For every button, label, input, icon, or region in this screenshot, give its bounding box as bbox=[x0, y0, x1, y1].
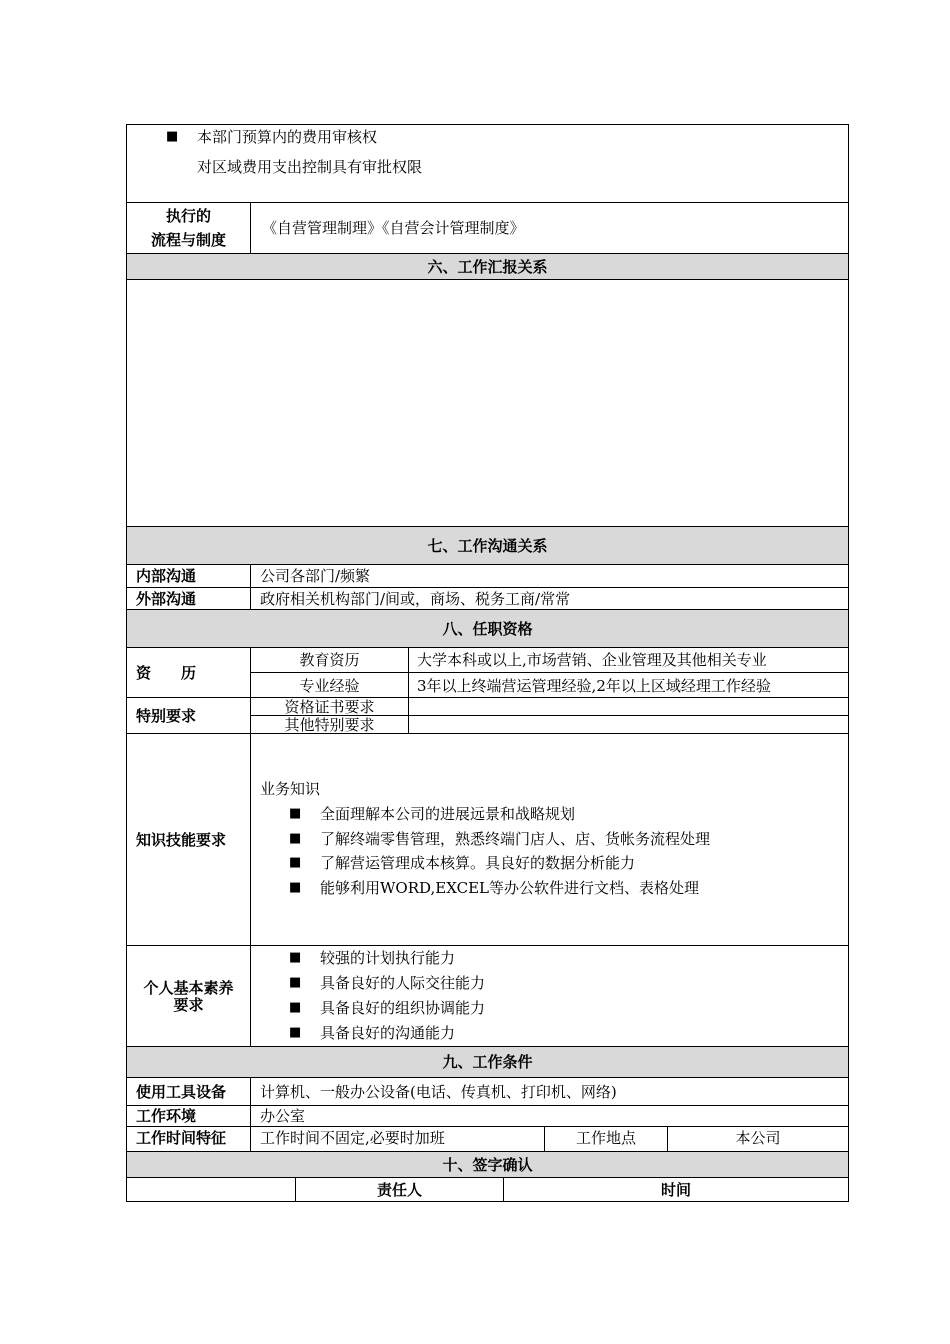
cert-label: 资格证书要求 bbox=[284, 698, 375, 716]
section-six-title: 六、工作汇报关系 bbox=[427, 258, 548, 276]
process-label-line1: 执行的 bbox=[165, 207, 211, 225]
section-seven-title: 七、工作沟通关系 bbox=[427, 537, 548, 555]
knowledge-item: 了解营运管理成本核算。具良好的数据分析能力 bbox=[320, 854, 636, 872]
internal-comm-label: 内部沟通 bbox=[136, 567, 197, 585]
time-value: 工作时间不固定,必要时加班 bbox=[260, 1129, 445, 1147]
other-special-label: 其他特别要求 bbox=[284, 716, 375, 734]
tools-label: 使用工具设备 bbox=[136, 1083, 227, 1101]
time-header: 时间 bbox=[660, 1181, 691, 1199]
time-label: 工作时间特征 bbox=[136, 1129, 227, 1147]
responsible-header: 责任人 bbox=[376, 1181, 422, 1199]
edu-value: 大学本科或以上,市场营销、企业管理及其他相关专业 bbox=[417, 651, 767, 669]
edu-label: 教育资历 bbox=[299, 651, 360, 669]
personal-item: 具备良好的沟通能力 bbox=[320, 1024, 456, 1042]
env-label: 工作环境 bbox=[136, 1107, 197, 1125]
bullet-icon: ■ bbox=[289, 831, 302, 846]
env-value: 办公室 bbox=[260, 1107, 306, 1125]
bullet-icon: ■ bbox=[289, 806, 302, 821]
bullet-icon: ■ bbox=[289, 855, 302, 870]
knowledge-item: 了解终端零售管理，熟悉终端门店人、店、货帐务流程处理 bbox=[320, 830, 711, 848]
personal-item: 具备良好的组织协调能力 bbox=[320, 999, 486, 1017]
bullet-icon: ■ bbox=[289, 1025, 302, 1040]
record-label: 资 历 bbox=[136, 664, 197, 682]
personal-item: 具备良好的人际交往能力 bbox=[320, 974, 486, 992]
bullet-icon: ■ bbox=[289, 950, 302, 965]
personal-item: 较强的计划执行能力 bbox=[320, 949, 456, 967]
knowledge-heading: 业务知识 bbox=[260, 780, 321, 798]
section-nine-title: 九、工作条件 bbox=[442, 1053, 533, 1071]
authority-line-1: 本部门预算内的费用审核权 bbox=[197, 128, 378, 146]
exp-label: 专业经验 bbox=[299, 677, 360, 695]
bullet-icon: ■ bbox=[289, 880, 302, 895]
external-comm-value: 政府相关机构部门/间或，商场、税务工商/常常 bbox=[260, 590, 571, 608]
personal-label-line1: 个人基本素养 bbox=[143, 979, 234, 997]
bullet-icon: ■ bbox=[289, 975, 302, 990]
personal-label-line2: 要求 bbox=[173, 996, 204, 1014]
section-ten-title: 十、签字确认 bbox=[442, 1156, 533, 1174]
authority-line-2: 对区域费用支出控制具有审批权限 bbox=[197, 158, 423, 176]
location-label: 工作地点 bbox=[575, 1129, 636, 1147]
internal-comm-value: 公司各部门/频繁 bbox=[260, 567, 371, 585]
knowledge-label: 知识技能要求 bbox=[136, 831, 227, 849]
exp-value: 3年以上终端营运管理经验,2年以上区域经理工作经验 bbox=[417, 677, 771, 695]
knowledge-item: 能够利用WORD,EXCEL等办公软件进行文档、表格处理 bbox=[320, 879, 700, 897]
external-comm-label: 外部沟通 bbox=[136, 590, 197, 608]
bullet-icon: ■ bbox=[289, 1000, 302, 1015]
process-value: 《自营管理制理》《自营会计管理制度》 bbox=[262, 219, 525, 237]
location-value: 本公司 bbox=[735, 1129, 781, 1147]
process-label-line2: 流程与制度 bbox=[150, 231, 226, 249]
tools-value: 计算机、一般办公设备(电话、传真机、打印机、网络) bbox=[260, 1083, 617, 1101]
section-eight-title: 八、任职资格 bbox=[442, 620, 533, 638]
special-label: 特别要求 bbox=[136, 707, 197, 725]
bullet-icon: ■ bbox=[166, 129, 179, 144]
knowledge-item: 全面理解本公司的进展远景和战略规划 bbox=[320, 805, 576, 823]
